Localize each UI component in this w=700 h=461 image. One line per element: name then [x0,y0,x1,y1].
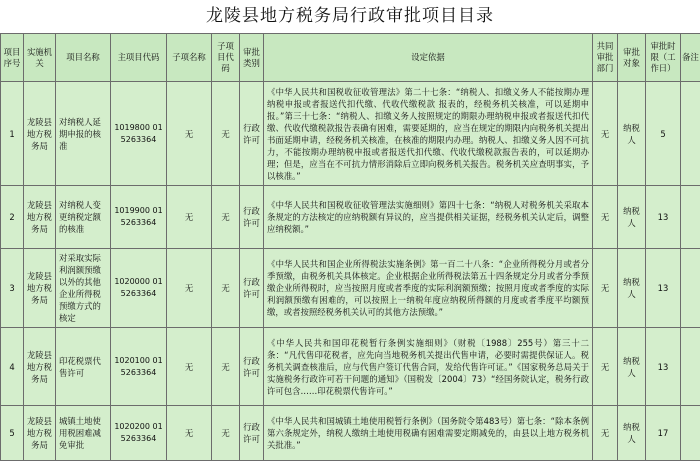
cell-basis: 《中华人民共和国印花税暂行条例实施细则》（财税〔1988〕255号）第三十二条：“凡代售印花税者，应先向当地税务机关提出代售申请，必要时需提供保证人。税务机关调查核准后，应与代售户签订代售合同，发给代售许可证。”《国家税务总局关于实施税务行政许可若干问题的通知》（国税发〔2004〕73）“经国务院认定，税务行政许可包含……印花税票代售许可。” [264,328,593,406]
cell-target: 纳税人 [618,249,646,328]
cell-days: 13 [646,249,681,328]
cell-target: 纳税人 [618,82,646,186]
cell-note [681,328,700,406]
cell-sub-code: 无 [212,82,240,186]
cell-seq: 1 [1,82,24,186]
cell-code: 1019900 015263364 [111,186,167,249]
cell-org: 龙陵县地方税务局 [24,249,56,328]
cell-joint: 无 [593,82,618,186]
header-basis: 设定依据 [264,34,593,82]
cell-basis: 《中华人民共和国企业所得税法实施条例》第一百二十八条：“企业所得税分月或者分季预缴，由税务机关具体核定。企业根据企业所得税法第五十四条规定分月或者分季预缴企业所得税时，应当按照月度或者季度的实际利润额预缴；按照月度或者季度的实际利润额预缴有困难的，可以按照上一纳税年度应纳税所得额的月度或者季度平均额预缴，或者按照经税务机关认可的其他方法预缴。” [264,249,593,328]
header-name: 项目名称 [56,34,111,82]
cell-sub-code: 无 [212,249,240,328]
cell-basis: 《中华人民共和国城镇土地使用税暂行条例》（国务院令第483号）第七条：“除本条例第六条规定外，纳税人缴纳土地使用税确有困难需要定期减免的，由县以上地方税务机关批准。” [264,406,593,461]
header-days: 审批时限（工作日） [646,34,681,82]
cell-days: 13 [646,328,681,406]
header-seq: 项目序号 [1,34,24,82]
cell-seq: 4 [1,328,24,406]
cell-sub-name: 无 [167,406,212,461]
header-org: 实施机关 [24,34,56,82]
cell-org: 龙陵县地方税务局 [24,406,56,461]
header-note: 备注 [681,34,700,82]
cell-note [681,406,700,461]
cell-joint: 无 [593,406,618,461]
approval-items-table [0,33,700,461]
cell-seq: 5 [1,406,24,461]
cell-sub-name: 无 [167,82,212,186]
header-target: 审批对象 [618,34,646,82]
cell-name: 对采取实际利润额预缴以外的其他企业所得税预缴方式的核定 [56,249,111,328]
table-row [1,406,700,461]
cell-joint: 无 [593,328,618,406]
cell-name: 对纳税人延期申报的核准 [56,82,111,186]
cell-name: 城镇土地使用税困难减免审批 [56,406,111,461]
cell-basis: 《中华人民共和国税收征收管理法实施细则》第四十七条：“纳税人对税务机关采取本条规定的方法核定的应纳税额有异议的，应当提供相关证据，经税务机关认定后，调整应纳税额。” [264,186,593,249]
cell-org: 龙陵县地方税务局 [24,328,56,406]
cell-target: 纳税人 [618,328,646,406]
cell-code: 1020000 015263364 [111,249,167,328]
table-row [1,249,700,328]
table-row [1,328,700,406]
cell-name: 印花税票代售许可 [56,328,111,406]
header-row [1,34,700,82]
cell-category: 行政许可 [240,249,264,328]
cell-org: 龙陵县地方税务局 [24,82,56,186]
cell-code: 1020100 015263364 [111,328,167,406]
table-row [1,82,700,186]
table-row [1,186,700,249]
cell-sub-code: 无 [212,328,240,406]
cell-days: 13 [646,186,681,249]
cell-name: 对纳税人变更纳税定额的核准 [56,186,111,249]
header-sub-code: 子项目代码 [212,34,240,82]
page-title: 龙陵县地方税务局行政审批项目目录 [0,0,700,33]
header-sub-name: 子项名称 [167,34,212,82]
cell-target: 纳税人 [618,186,646,249]
cell-days: 17 [646,406,681,461]
cell-days: 5 [646,82,681,186]
header-category: 审批类别 [240,34,264,82]
cell-sub-name: 无 [167,186,212,249]
cell-note [681,186,700,249]
cell-joint: 无 [593,249,618,328]
header-code: 主项目代码 [111,34,167,82]
cell-note [681,249,700,328]
cell-seq: 2 [1,186,24,249]
cell-code: 1020200 015263364 [111,406,167,461]
cell-basis: 《中华人民共和国税收征收管理法》第二十七条：“纳税人、扣缴义务人不能按期办理纳税申报或者报送代扣代缴、代收代缴税款 报表的，经税务机关核准，可以延期申报。”第三十七条：“纳税人、扣缴义务人按照规定的期限办理纳税申报或者报送代扣代缴、代收代缴税款报告表确有困难，需要延期的，应当在规定的期限内向税务机关提出书面延期申请，经税务机关核准，在核准的期限内办理。纳税人、扣缴义务人因不可抗力，不能按期办理纳税申报或者报送代扣代缴、代收代缴税款报告表的，可以延期办理；但是，应当在不可抗力情形消除后立即向税务机关报告。税务机关应查明事实，予以核准。” [264,82,593,186]
cell-sub-name: 无 [167,328,212,406]
header-joint: 共同审批部门 [593,34,618,82]
cell-sub-code: 无 [212,186,240,249]
cell-target: 纳税人 [618,406,646,461]
cell-joint: 无 [593,186,618,249]
cell-sub-code: 无 [212,406,240,461]
cell-category: 行政许可 [240,406,264,461]
cell-org: 龙陵县地方税务局 [24,186,56,249]
cell-category: 行政许可 [240,328,264,406]
cell-note [681,82,700,186]
cell-code: 1019800 015263364 [111,82,167,186]
cell-seq: 3 [1,249,24,328]
cell-sub-name: 无 [167,249,212,328]
cell-category: 行政许可 [240,82,264,186]
cell-category: 行政许可 [240,186,264,249]
